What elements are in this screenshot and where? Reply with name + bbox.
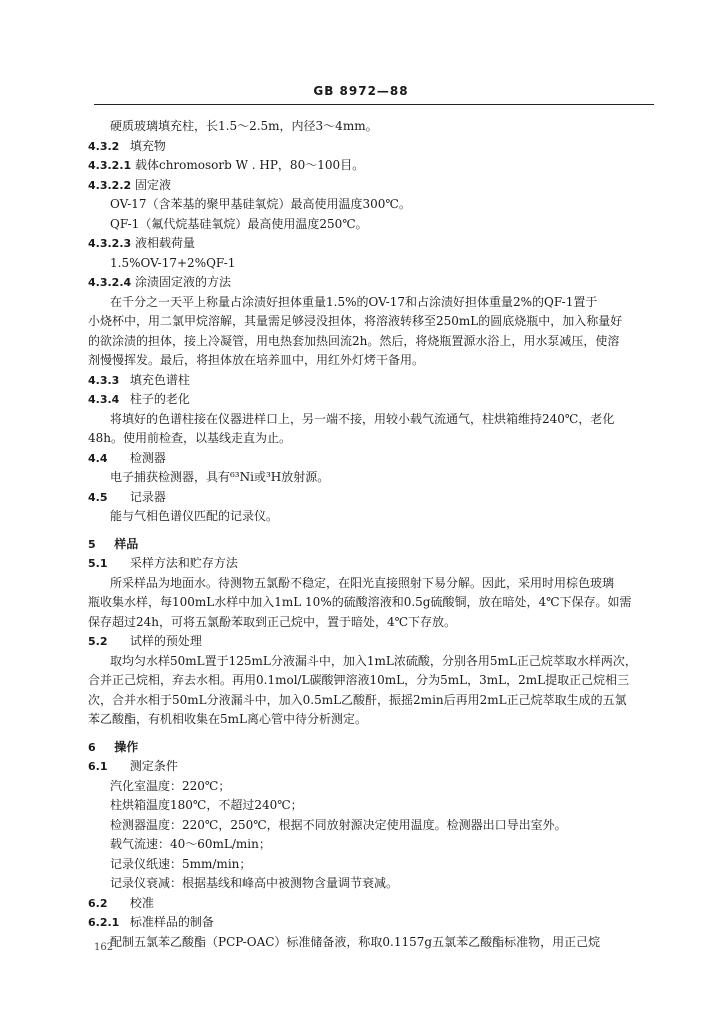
text-line: OV-17（含苯基的聚甲基硅氧烷）最高使用温度300℃。 — [110, 197, 411, 211]
section-number: 6 — [88, 740, 96, 754]
section-heading-4-3-2-2 — [88, 176, 658, 196]
section-number: 4.3.2 — [88, 139, 120, 153]
section-title: 固定液 — [134, 177, 171, 192]
section-heading-6-2 — [88, 894, 658, 914]
section-number: 4.3.2.1 — [88, 159, 132, 172]
section-heading-4-3-2 — [88, 137, 658, 157]
section-number: 4.3.2.3 — [88, 237, 132, 250]
section-title: 填充物 — [129, 138, 166, 153]
section-heading-4-3-4 — [88, 390, 658, 410]
section-title: 采样方法和贮存方法 — [129, 556, 238, 570]
section-number: 4.5 — [88, 490, 108, 504]
text-line: 的欲涂渍的担体，接上冷凝管，用电热套加热回流2h。然后，将烧瓶置源水浴上，用水泵减压，使溶 — [88, 333, 620, 348]
condition-line: 检测器温度：220℃，250℃，根据不同放射源决定使用温度。检测器出口导出室外。 — [110, 817, 567, 832]
section-title: 液相载荷量 — [134, 236, 195, 250]
section-heading-6-1 — [88, 757, 658, 777]
text-line: 合并正己烷相，弃去水相。再用0.1mol/L碳酸钾溶液10mL，分为5mL，3mL，2mL提取正己烷相三 — [88, 673, 630, 687]
section-heading-6 — [88, 738, 658, 758]
text-line: 1.5%OV-17+2%QF-1 — [110, 255, 236, 270]
text-line: 将填好的色谱柱接在仪器进样口上，另一端不接，用较小载气流通气，柱烘箱维持240℃，老化 — [110, 411, 615, 426]
condition-line: 记录仪纸速：5mm/min； — [110, 856, 252, 871]
condition-line: 记录仪衰减：根据基线和峰高中被测物含量调节衰减。 — [110, 876, 399, 890]
text-line: 在千分之一天平上称量占涂渍好担体重量1.5%的OV-17和占涂渍好担体重量2%的QF-1置于 — [110, 294, 598, 309]
section-heading-5-2 — [88, 632, 658, 652]
text-line: 硬质玻璃填充柱，长1.5～2.5m，内径3～4mm。 — [110, 119, 378, 133]
section-number: 6.2.1 — [88, 916, 120, 929]
text-line: 小烧杯中，用二氯甲烷溶解，其量需足够浸没担体，将溶液转移至250mL的圆底烧瓶中，加入称量好 — [88, 314, 623, 328]
section-number: 4.3.2.4 — [88, 276, 132, 289]
page-header: GB 8972—88 — [313, 84, 409, 98]
section-heading-5-1 — [88, 554, 658, 574]
section-title: 校准 — [129, 895, 154, 910]
section-title: 标准样品的制备 — [129, 915, 214, 929]
section-number: 4.3.4 — [88, 393, 120, 406]
section-heading-4-5 — [88, 488, 658, 508]
section-heading-5 — [88, 535, 658, 555]
section-title: 载体chromosorb W . HP，80～100目。 — [134, 158, 365, 172]
section-title: 涂渍固定液的方法 — [134, 275, 231, 289]
text-line: 次，合并水相于50mL分液漏斗中，加入0.5mL乙酸酐，振摇2min后再用2mL正己烷萃取生成的五氯 — [88, 692, 627, 707]
section-heading-4-3-2-3 — [88, 234, 658, 254]
section-number: 6.1 — [88, 760, 108, 773]
section-title: 检测器 — [129, 450, 166, 465]
document-body — [88, 117, 658, 952]
section-heading-4-3-3 — [88, 371, 658, 391]
text-line: QF-1（氟代烷基硅氧烷）最高使用温度250℃。 — [110, 216, 368, 231]
text-line: 取均匀水样50mL置于125mL分液漏斗中，加入1mL浓硫酸，分别各用5mL正己烷萃取水样两次， — [110, 653, 637, 668]
section-heading-4-3-2-1 — [88, 156, 658, 176]
text-line: 保存超过24h，可将五氯酚苯取到正己烷中，置于暗处，4℃下存放。 — [88, 614, 457, 629]
section-number: 5.2 — [88, 635, 108, 648]
section-number: 6.2 — [88, 896, 108, 910]
section-number: 5.1 — [88, 557, 108, 570]
section-number: 4.3.2.2 — [88, 178, 132, 192]
section-title: 柱子的老化 — [129, 392, 190, 406]
section-title: 操作 — [114, 739, 139, 754]
section-heading-4-4 — [88, 449, 658, 469]
text-line: 配制五氯苯乙酸酯（PCP-OAC）标准储备液，称取0.1157g五氯苯乙酸酯标准物，用正己烷 — [110, 934, 601, 949]
text-line: 所采样品为地面水。待测物五氯酚不稳定，在阳光直接照射下易分解。因此，采用时用棕色玻璃 — [110, 575, 615, 590]
section-title: 记录器 — [129, 489, 166, 504]
section-number: 4.4 — [88, 451, 108, 465]
text-line: 能与气相色谱仪匹配的记录仪。 — [110, 509, 279, 523]
section-title: 测定条件 — [129, 759, 178, 773]
text-line: 48h。使用前检查，以基线走直为止。 — [88, 431, 291, 445]
condition-line: 汽化室温度：220℃； — [110, 778, 231, 793]
section-title: 填充色谱柱 — [129, 372, 190, 387]
page-number: 162 — [94, 942, 114, 953]
header-rule — [94, 104, 654, 105]
text-line: 电子捕获检测器，具有⁶³Ni或³H放射源。 — [110, 470, 330, 484]
section-number: 4.3.3 — [88, 373, 120, 387]
condition-line: 柱烘箱温度180℃，不超过240℃； — [110, 798, 303, 812]
condition-line: 载气流速：40～60mL/min； — [110, 837, 271, 851]
text-line: 苯乙酸酯，有机相收集在5mL离心管中待分析测定。 — [88, 712, 367, 726]
section-heading-4-3-2-4 — [88, 273, 658, 293]
section-title: 样品 — [114, 536, 139, 551]
section-number: 5 — [88, 537, 96, 551]
text-line: 剂慢慢挥发。最后，将担体放在培养皿中，用红外灯烤干备用。 — [88, 353, 425, 367]
section-heading-6-2-1 — [88, 913, 658, 933]
section-title: 试样的预处理 — [129, 634, 202, 648]
text-line: 瓶收集水样，每100mL水样中加入1mL 10%的硫酸溶液和0.5g硫酸铜，放在暗处，4℃下保存。如需 — [88, 595, 632, 609]
